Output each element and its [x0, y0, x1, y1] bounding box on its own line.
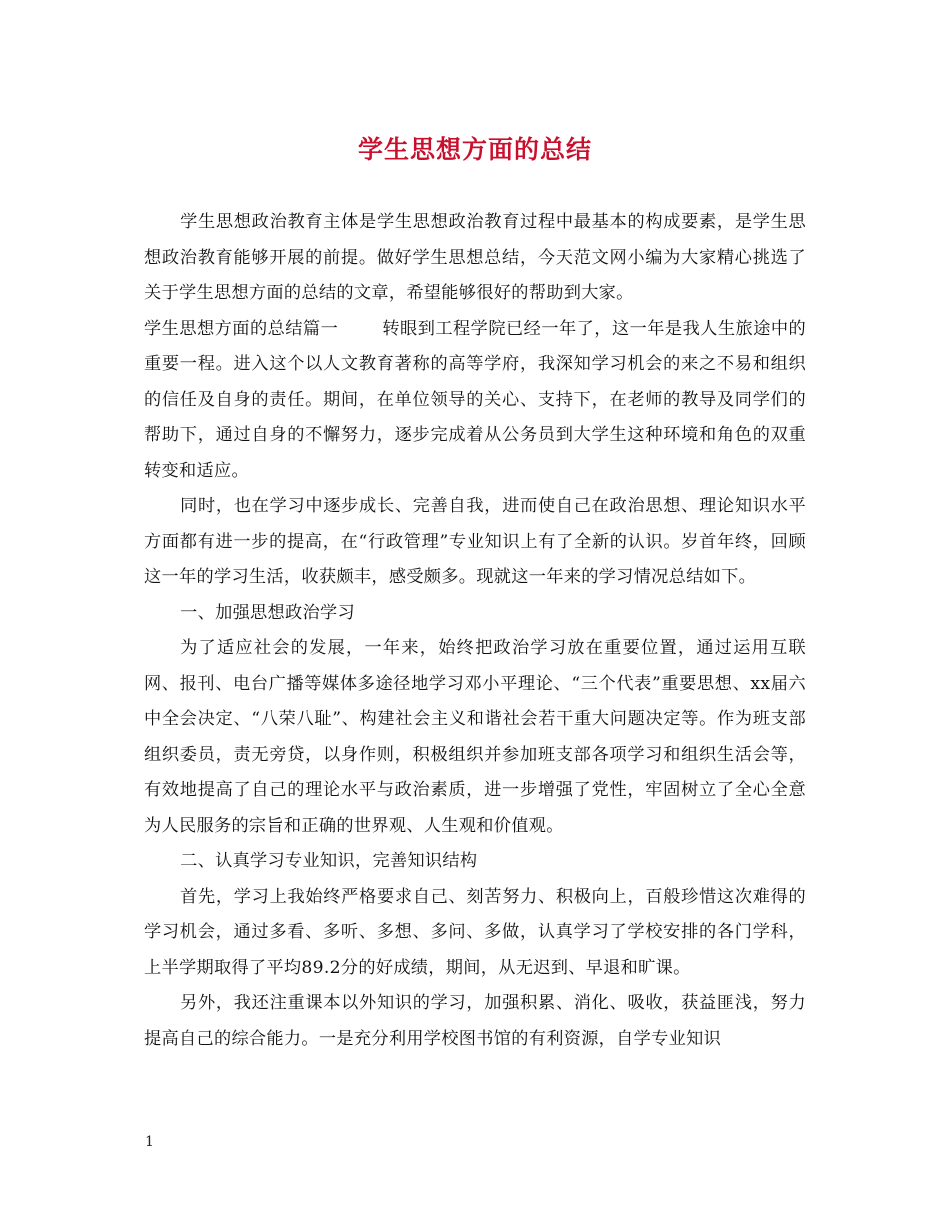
- paragraph-4: 首先，学习上我始终严格要求自己、刻苦努力、积极向上，百般珍惜这次难得的学习机会，通过多看、多听、多想、多问、多做，认真学习了学校安排的各门学科，上半学期取得了平均89.2分的好成绩，期间，从无迟到、早退和旷课。: [144, 886, 806, 978]
- heading-2: 二、认真学习专业知识，完善知识结构: [180, 851, 478, 871]
- section-title: 学生思想方面的总结篇一: [144, 318, 339, 339]
- document-body: [144, 205, 806, 1057]
- paragraph-2: 同时，也在学习中逐步成长、完善自我，进而使自己在政治思想、理论知识水平方面都有进一步的提高，在“行政管理”专业知识上有了全新的认识。岁首年终，回顾这一年的学习生活，收获颇丰，感受颇多。现就这一年来的学习情况总结如下。: [144, 496, 806, 587]
- heading-1: 一、加强思想政治学习: [180, 602, 355, 623]
- document-title: 学生思想方面的总结: [357, 135, 592, 164]
- intro-paragraph: 学生思想政治教育主体是学生思想政治教育过程中最基本的构成要素，是学生思想政治教育能够开展的前提。做好学生思想总结，今天范文网小编为大家精心挑选了关于学生思想方面的总结的文章，希望能够很好的帮助到大家。: [144, 212, 806, 303]
- paragraph-5: 另外，我还注重课本以外知识的学习，加强积累、消化、吸收，获益匪浅，努力提高自己的综合能力。一是充分利用学校图书馆的有利资源，自学专业知识: [144, 993, 806, 1049]
- section-first-paragraph: [144, 312, 806, 490]
- paragraph-3: 为了适应社会的发展，一年来，始终把政治学习放在重要位置，通过运用互联网、报刊、电台广播等媒体多途径地学习邓小平理论、“三个代表”重要思想、xx届六中全会决定、“八荣八耻”、构建社会主义和谐社会若干重大问题决定等。作为班支部组织委员，责无旁贷，以身作则，积极组织并参加班支部各项学习和组织生活会等，有效地提高了自己的理论水平与政治素质，进一步增强了党性，牢固树立了全心全意为人民服务的宗旨和正确的世界观、人生观和价值观。: [144, 638, 806, 836]
- page-number: 1: [145, 1134, 154, 1150]
- section-first-text: 转眼到工程学院已经一年了，这一年是我人生旅途中的重要一程。进入这个以人文教育著称的高等学府，我深知学习机会的来之不易和组织的信任及自身的责任。期间，在单位领导的关心、支持下，在老师的教导及同学们的帮助下，通过自身的不懈努力，逐步完成着从公务员到大学生这种环境和角色的双重转变和适应。: [144, 318, 806, 481]
